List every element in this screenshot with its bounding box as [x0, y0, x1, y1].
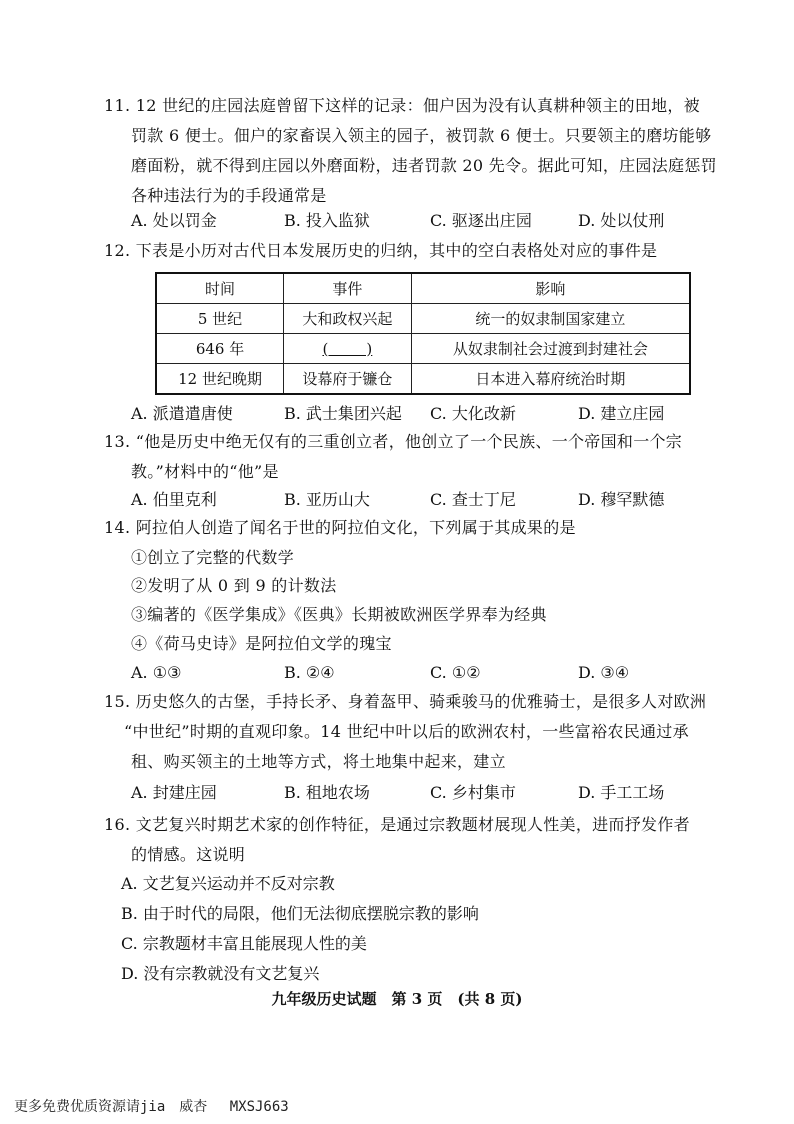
table-cell: 5 世纪	[156, 304, 284, 334]
q13-line-1: 13. “他是历史中绝无仅有的三重创立者，他创立了一个民族、一个帝国和一个宗	[104, 432, 683, 451]
table-header-impact: 影响	[411, 273, 690, 304]
q11-line-1: 11. 12 世纪的庄园法庭曾留下这样的记录：佃户因为没有认真耕种领主的田地，被	[104, 96, 700, 115]
table-cell: 设幕府于镰仓	[284, 364, 412, 395]
q16-option-b: B. 由于时代的局限，他们无法彻底摆脱宗教的影响	[121, 904, 479, 923]
q12-stem: 12. 下表是小历对古代日本发展历史的归纳，其中的空白表格处对应的事件是	[104, 241, 658, 260]
q15-option-b: B. 租地农场	[284, 783, 370, 802]
q12-option-a: A. 派遣遣唐使	[131, 404, 233, 423]
q11-line-4: 各种违法行为的手段通常是	[131, 186, 327, 205]
q14-option-a: A. ①③	[131, 663, 182, 682]
q11-option-c: C. 驱逐出庄园	[430, 211, 532, 230]
q13-option-c: C. 查士丁尼	[430, 490, 516, 509]
table-cell: 统一的奴隶制国家建立	[411, 304, 690, 334]
q13-option-d: D. 穆罕默德	[578, 490, 665, 509]
table-row	[156, 304, 690, 334]
q12-option-c: C. 大化改新	[430, 404, 516, 423]
q13-option-a: A. 伯里克利	[131, 490, 217, 509]
q14-item-2: ②发明了从 0 到 9 的计数法	[131, 576, 337, 595]
q15-option-c: C. 乡村集市	[430, 783, 516, 802]
table-row	[156, 364, 690, 395]
table-header-row	[156, 273, 690, 304]
q16-line-1: 16. 文艺复兴时期艺术家的创作特征，是通过宗教题材展现人性美，进而抒发作者	[104, 815, 690, 834]
table-cell: 日本进入幕府统治时期	[411, 364, 690, 395]
q14-item-1: ①创立了完整的代数学	[131, 548, 295, 567]
q14-item-3: ③编著的《医学集成》《医典》长期被欧洲医学界奉为经典	[131, 605, 547, 624]
page-footer: 九年级历史试题 第 3 页 (共 8 页)	[271, 990, 523, 1008]
q12-option-d: D. 建立庄园	[578, 404, 665, 423]
q14-stem: 14. 阿拉伯人创造了闻名于世的阿拉伯文化，下列属于其成果的是	[104, 518, 576, 537]
japan-history-table	[155, 272, 691, 395]
watermark-text: 更多免费优质资源请jia 威杏 MXSJ663	[14, 1099, 289, 1115]
table-cell: 646 年	[156, 334, 284, 364]
q16-option-a: A. 文艺复兴运动并不反对宗教	[121, 874, 335, 893]
q14-option-b: B. ②④	[284, 663, 335, 682]
table-row	[156, 334, 690, 364]
table-header-time: 时间	[156, 273, 284, 304]
q13-line-2: 教。”材料中的“他”是	[131, 462, 279, 481]
q11-option-a: A. 处以罚金	[131, 211, 217, 230]
q16-line-2: 的情感。这说明	[131, 845, 246, 864]
q15-line-2: “中世纪”时期的直观印象。14 世纪中叶以后的欧洲农村，一些富裕农民通过承	[124, 722, 689, 741]
q11-line-3: 磨面粉，就不得到庄园以外磨面粉，违者罚款 20 先令。据此可知，庄园法庭惩罚	[131, 156, 717, 175]
table-cell: 从奴隶制社会过渡到封建社会	[411, 334, 690, 364]
q14-item-4: ④《荷马史诗》是阿拉伯文学的瑰宝	[131, 634, 392, 653]
q12-option-b: B. 武士集团兴起	[284, 404, 402, 423]
q11-option-b: B. 投入监狱	[284, 211, 370, 230]
q11-option-d: D. 处以仗刑	[578, 211, 665, 230]
q15-option-d: D. 手工工场	[578, 783, 665, 802]
q15-option-a: A. 封建庄园	[131, 783, 217, 802]
table-header-event: 事件	[284, 273, 412, 304]
q15-line-3: 租、购买领主的土地等方式，将土地集中起来，建立	[131, 752, 506, 771]
table-cell-blank: ( )	[284, 334, 412, 364]
q15-line-1: 15. 历史悠久的古堡，手持长矛、身着盔甲、骑乘骏马的优雅骑士，是很多人对欧洲	[104, 692, 707, 711]
q16-option-c: C. 宗教题材丰富且能展现人性的美	[121, 934, 367, 953]
q14-option-c: C. ①②	[430, 663, 481, 682]
q14-option-d: D. ③④	[578, 663, 630, 682]
q16-option-d: D. 没有宗教就没有文艺复兴	[121, 964, 320, 983]
q13-option-b: B. 亚历山大	[284, 490, 370, 509]
table-cell: 大和政权兴起	[284, 304, 412, 334]
table-cell: 12 世纪晚期	[156, 364, 284, 395]
q11-line-2: 罚款 6 便士。佃户的家畜误入领主的园子，被罚款 6 便士。只要领主的磨坊能够	[131, 126, 712, 145]
